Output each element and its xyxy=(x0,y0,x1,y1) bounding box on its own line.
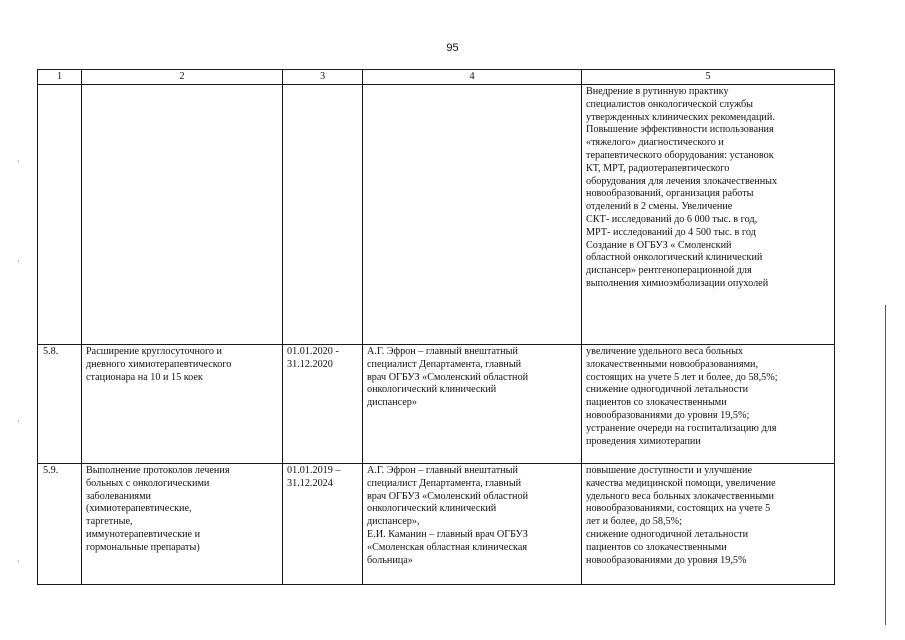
column-header-2: 2 xyxy=(82,70,283,85)
table-header-row xyxy=(38,70,835,85)
scan-speck xyxy=(18,560,19,563)
column-header-1: 1 xyxy=(38,70,82,85)
scan-speck xyxy=(18,420,19,422)
table-row xyxy=(38,345,835,464)
column-header-5: 5 xyxy=(582,70,835,85)
scan-speck xyxy=(18,260,19,262)
result-cell: увеличение удельного веса больных злокачественными новообразованиями, состоящих на учете 5 лет и более, до 58,5%; снижение одногодичной летальности пациентов со злокачественными новообразованиями до уровня 19,5%; устранение очереди на госпитализацию для проведения химиотерапии xyxy=(582,345,835,464)
row-number-cell: 5.8. xyxy=(38,345,82,464)
responsible-cell xyxy=(363,85,582,345)
table-row xyxy=(38,85,835,345)
measures-table xyxy=(37,69,835,585)
table-row xyxy=(38,464,835,585)
result-cell: Внедрение в рутинную практику специалистов онкологической службы утвержденных клинических рекомендаций. Повышение эффективности использования «тяжелого» диагностического и терапевтического оборудования: установок КТ, МРТ, радиотерапевтического оборудования для лечения злокачественных новообразований, организация работы отделений в 2 смены. Увеличение СКТ- исследований до 6 000 тыс. в год, МРТ- исследований до 4 500 тыс. в год Создание в ОГБУЗ « Смоленский областной онкологический клинический диспансер» рентгеноперационной для выполнения химиоэмболизации опухолей xyxy=(582,85,835,345)
period-cell xyxy=(283,85,363,345)
responsible-cell: А.Г. Эфрон – главный внештатный специалист Департамента, главный врач ОГБУЗ «Смоленский областной онкологический клинический диспансер» xyxy=(363,345,582,464)
row-number-cell: 5.9. xyxy=(38,464,82,585)
scan-speck xyxy=(18,160,19,163)
measure-cell: Выполнение протоколов лечения больных с онкологическими заболеваниями (химиотерапевтические, таргетные, иммунотерапевтические и гормональные препараты) xyxy=(82,464,283,585)
row-number-cell xyxy=(38,85,82,345)
page-number: 95 xyxy=(446,42,459,54)
column-header-3: 3 xyxy=(283,70,363,85)
measure-cell xyxy=(82,85,283,345)
period-cell: 01.01.2020 - 31.12.2020 xyxy=(283,345,363,464)
margin-scan-line xyxy=(885,305,886,625)
measure-cell: Расширение круглосуточного и дневного химиотерапевтического стационара на 10 и 15 коек xyxy=(82,345,283,464)
result-cell: повышение доступности и улучшение качества медицинской помощи, увеличение удельного веса больных злокачественными новообразованиями, состоящих на учете 5 лет и более, до 58,5%; снижение одногодичной летальности пациентов со злокачественными новообразованиями до уровня 19,5% xyxy=(582,464,835,585)
column-header-4: 4 xyxy=(363,70,582,85)
responsible-cell: А.Г. Эфрон – главный внештатный специалист Департамента, главный врач ОГБУЗ «Смоленский областной онкологический клинический диспансер», Е.И. Каманин – главный врач ОГБУЗ «Смоленская областная клиническая больница» xyxy=(363,464,582,585)
period-cell: 01.01.2019 – 31.12.2024 xyxy=(283,464,363,585)
